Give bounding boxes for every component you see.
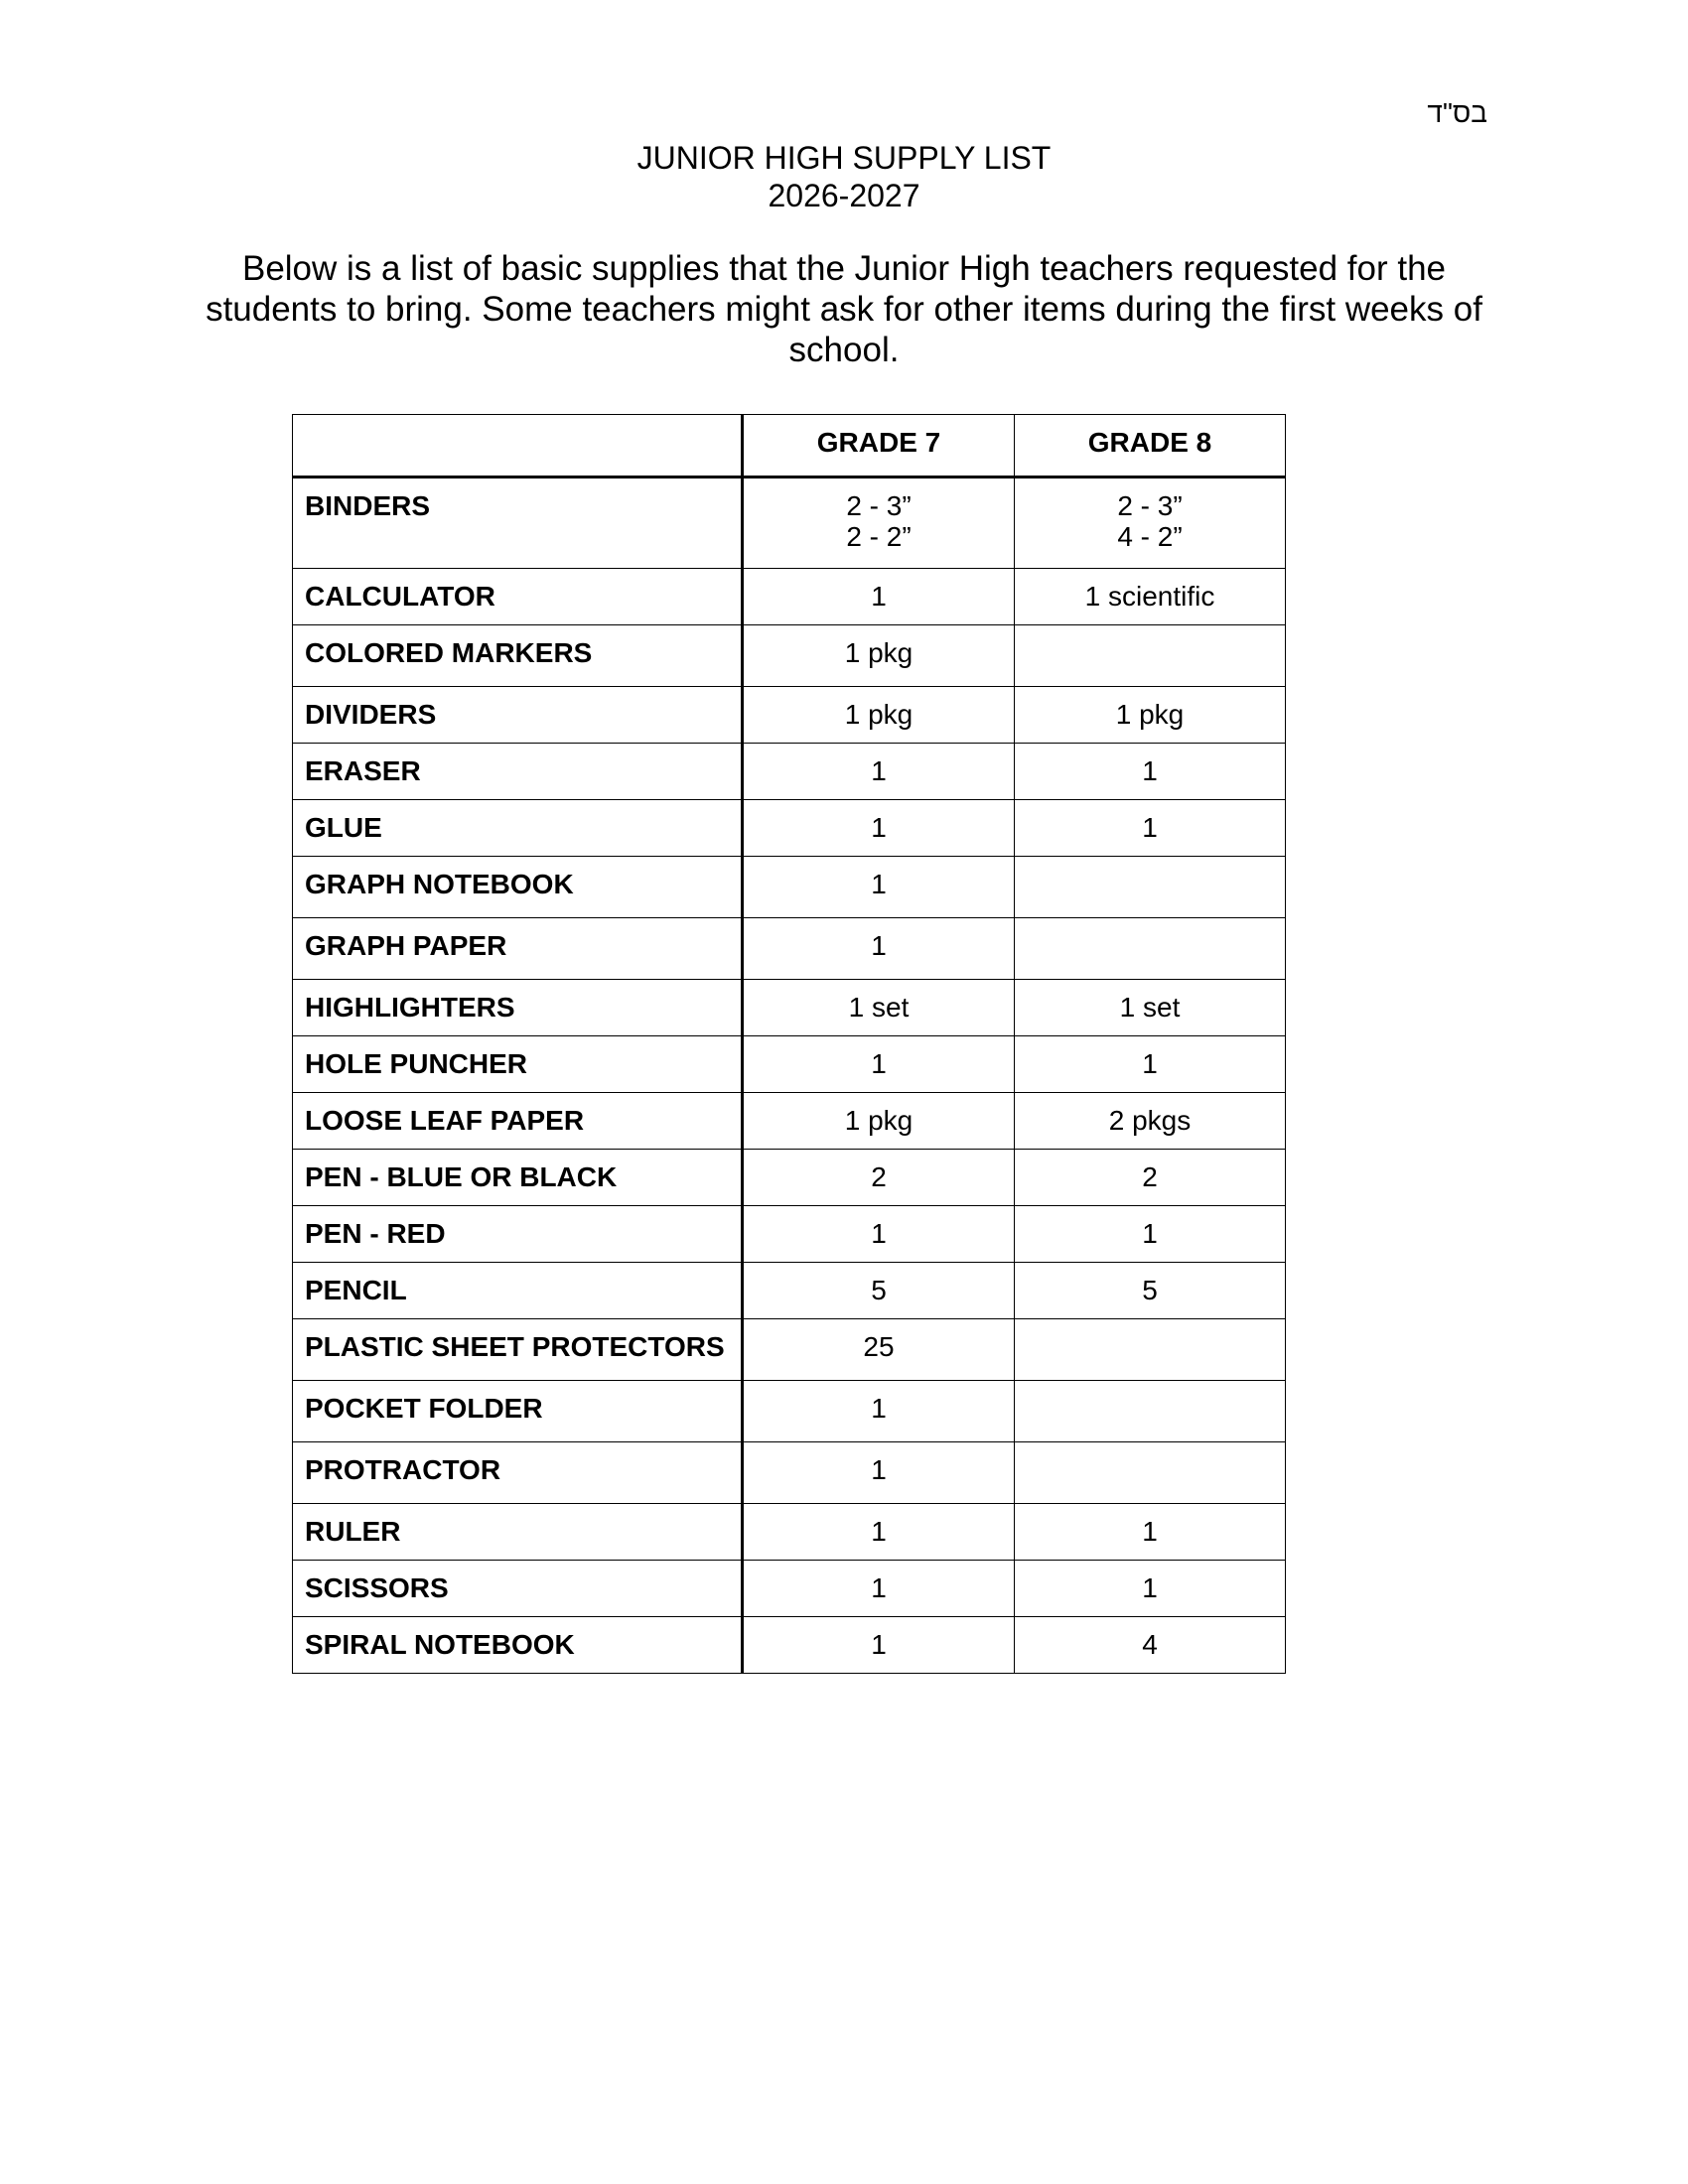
- grade-8-qty: 2 pkgs: [1015, 1093, 1286, 1150]
- table-row: [293, 687, 1286, 744]
- grade-7-qty: 1: [743, 918, 1015, 980]
- grade-8-qty: [1015, 1381, 1286, 1442]
- intro-paragraph: Below is a list of basic supplies that the Junior High teachers requested for the students to bring. Some teachers might ask for other items during the first weeks of school.: [206, 249, 1482, 369]
- grade-7-qty: 1 pkg: [743, 625, 1015, 687]
- grade-7-qty: 5: [743, 1263, 1015, 1319]
- item-name: GRAPH PAPER: [293, 918, 743, 980]
- item-name: PENCIL: [293, 1263, 743, 1319]
- item-name: POCKET FOLDER: [293, 1381, 743, 1442]
- grade-7-qty: 1: [743, 744, 1015, 800]
- table-row: [293, 569, 1286, 625]
- grade-8-qty: 1: [1015, 1206, 1286, 1263]
- grade-8-qty: [1015, 625, 1286, 687]
- header-grade-7: GRADE 7: [743, 415, 1015, 478]
- title-line: JUNIOR HIGH SUPPLY LIST: [636, 140, 1052, 176]
- item-name: PEN - BLUE OR BLACK: [293, 1150, 743, 1206]
- header-grade-8: GRADE 8: [1015, 415, 1286, 478]
- grade-7-qty: 1: [743, 569, 1015, 625]
- grade-8-qty: [1015, 478, 1286, 569]
- item-name: LOOSE LEAF PAPER: [293, 1093, 743, 1150]
- table-row: [293, 1561, 1286, 1617]
- grade-7-qty: 1 set: [743, 980, 1015, 1036]
- item-name: ERASER: [293, 744, 743, 800]
- item-name: CALCULATOR: [293, 569, 743, 625]
- grade-8-qty: [1015, 1319, 1286, 1381]
- table-row: [293, 1381, 1286, 1442]
- grade-8-qty: 5: [1015, 1263, 1286, 1319]
- grade-7-qty: 1: [743, 1561, 1015, 1617]
- item-name: SCISSORS: [293, 1561, 743, 1617]
- item-name: DIVIDERS: [293, 687, 743, 744]
- grade-8-qty: 1: [1015, 1036, 1286, 1093]
- grade-7-qty: [743, 478, 1015, 569]
- table-header-row: [293, 415, 1286, 478]
- table-row: [293, 1263, 1286, 1319]
- grade-8-qty-line: 4 - 2”: [1117, 521, 1183, 552]
- grade-8-qty: 1 pkg: [1015, 687, 1286, 744]
- corner-mark: בס"ד: [1427, 97, 1487, 128]
- table-row: [293, 980, 1286, 1036]
- grade-7-qty: 1: [743, 1381, 1015, 1442]
- grade-8-qty: 4: [1015, 1617, 1286, 1674]
- grade-7-qty: 2: [743, 1150, 1015, 1206]
- table-row: [293, 478, 1286, 569]
- grade-7-qty: 25: [743, 1319, 1015, 1381]
- table-row: [293, 1036, 1286, 1093]
- grade-8-qty: [1015, 918, 1286, 980]
- grade-8-qty: 2: [1015, 1150, 1286, 1206]
- supply-table: [292, 414, 1286, 1674]
- grade-7-qty: 1 pkg: [743, 1093, 1015, 1150]
- grade-7-qty: 1: [743, 1206, 1015, 1263]
- table-row: [293, 918, 1286, 980]
- item-name: PEN - RED: [293, 1206, 743, 1263]
- table-row: [293, 800, 1286, 857]
- item-name: GRAPH NOTEBOOK: [293, 857, 743, 918]
- grade-8-qty: 1: [1015, 1561, 1286, 1617]
- item-name: PROTRACTOR: [293, 1442, 743, 1504]
- table-row: [293, 857, 1286, 918]
- table-row: [293, 1206, 1286, 1263]
- table-row: [293, 744, 1286, 800]
- school-year: 2026-2027: [768, 178, 920, 213]
- page-title: [0, 139, 1688, 214]
- item-name: HIGHLIGHTERS: [293, 980, 743, 1036]
- grade-7-qty-line: 2 - 2”: [846, 521, 912, 552]
- grade-8-qty: [1015, 857, 1286, 918]
- item-name: BINDERS: [293, 478, 743, 569]
- table-row: [293, 1150, 1286, 1206]
- table-row: [293, 625, 1286, 687]
- table-row: [293, 1319, 1286, 1381]
- grade-7-qty: 1: [743, 1504, 1015, 1561]
- item-name: RULER: [293, 1504, 743, 1561]
- table-row: [293, 1617, 1286, 1674]
- grade-7-qty: 1: [743, 1036, 1015, 1093]
- grade-7-qty: 1: [743, 1442, 1015, 1504]
- grade-7-qty: 1: [743, 1617, 1015, 1674]
- grade-7-qty: 1 pkg: [743, 687, 1015, 744]
- item-name: COLORED MARKERS: [293, 625, 743, 687]
- table-row: [293, 1093, 1286, 1150]
- grade-8-qty: [1015, 1442, 1286, 1504]
- grade-8-qty: 1 set: [1015, 980, 1286, 1036]
- grade-8-qty: 1 scientific: [1015, 569, 1286, 625]
- grade-8-qty: 1: [1015, 1504, 1286, 1561]
- grade-8-qty-line: 2 - 3”: [1117, 490, 1183, 521]
- grade-7-qty: 1: [743, 800, 1015, 857]
- item-name: GLUE: [293, 800, 743, 857]
- grade-7-qty-line: 2 - 3”: [846, 490, 912, 521]
- item-name: HOLE PUNCHER: [293, 1036, 743, 1093]
- table-row: [293, 1504, 1286, 1561]
- header-item-cell: [293, 415, 743, 478]
- grade-7-qty: 1: [743, 857, 1015, 918]
- item-name: SPIRAL NOTEBOOK: [293, 1617, 743, 1674]
- item-name: PLASTIC SHEET PROTECTORS: [293, 1319, 743, 1381]
- table-row: [293, 1442, 1286, 1504]
- grade-8-qty: 1: [1015, 800, 1286, 857]
- grade-8-qty: 1: [1015, 744, 1286, 800]
